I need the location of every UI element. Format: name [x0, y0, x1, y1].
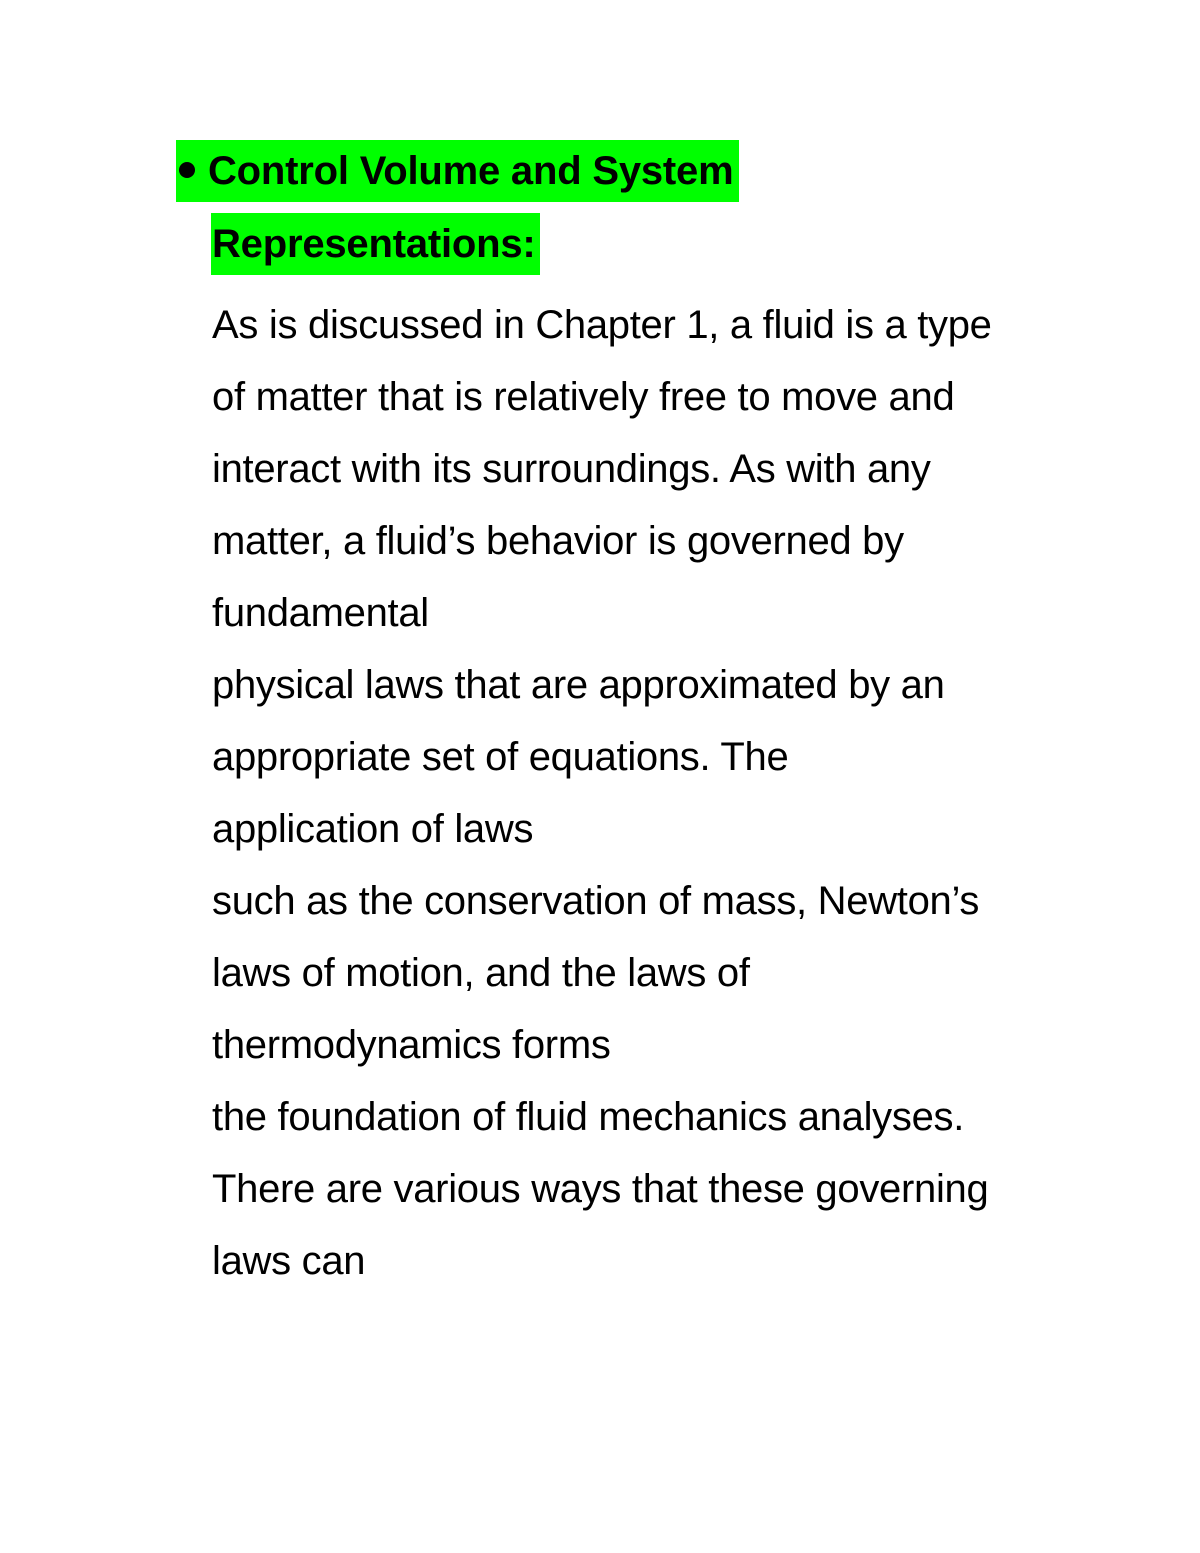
- body-line: the foundation of fluid mechanics analyses.: [212, 1095, 965, 1139]
- body-line: matter, a fluid’s behavior is governed by: [212, 519, 904, 563]
- body-line: of matter that is relatively free to move and: [212, 375, 955, 419]
- body-line: application of laws: [212, 807, 534, 851]
- body-line: There are various ways that these governing: [212, 1167, 989, 1211]
- heading-line-2: [211, 213, 540, 275]
- heading-text-2: Representations:: [212, 222, 536, 266]
- body-line: physical laws that are approximated by an: [212, 663, 945, 707]
- body-line: As is discussed in Chapter 1, a fluid is a type: [212, 303, 992, 347]
- body-line: fundamental: [212, 591, 429, 635]
- body-line: thermodynamics forms: [212, 1023, 611, 1067]
- bullet-icon: [179, 162, 195, 178]
- body-line: appropriate set of equations. The: [212, 735, 789, 779]
- body-line: laws of motion, and the laws of: [212, 951, 750, 995]
- heading-text-1: Control Volume and System: [208, 149, 734, 193]
- body-paragraph: [212, 289, 1112, 1297]
- body-line: such as the conservation of mass, Newton’s: [212, 879, 980, 923]
- heading-line-1: [176, 140, 739, 202]
- body-line: laws can: [212, 1239, 366, 1283]
- body-line: interact with its surroundings. As with any: [212, 447, 931, 491]
